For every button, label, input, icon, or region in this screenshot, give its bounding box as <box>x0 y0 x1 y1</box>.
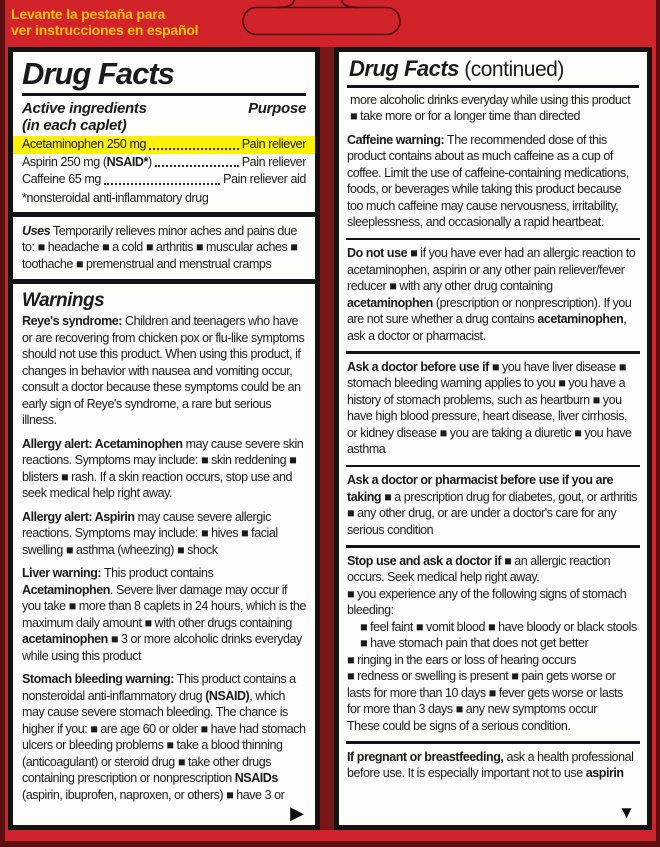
ingredient-row-aspirin <box>13 154 315 172</box>
title-main: Drug Facts <box>349 56 459 81</box>
spanish-note-line1: Levante la pestaña para <box>11 6 166 22</box>
purpose-label: Purpose <box>248 100 306 117</box>
ingredient-purpose: Pain reliever <box>241 154 306 169</box>
section-rule <box>346 545 640 548</box>
stop-use-paragraph: Stop use and ask a doctor if ■ an allergic reaction occurs. Seek medical help right away. <box>347 553 611 584</box>
stomach-bleeding-signs-list: ■ feel faint ■ vomit blood ■ have bloody or black stools ■ have stomach pain that does not get better <box>360 619 637 650</box>
package-edge-left <box>0 0 5 847</box>
pull-tab-die-cut-icon[interactable] <box>0 0 660 42</box>
nsaid-footnote: *nonsteroidal anti-inflammatory drug <box>22 190 209 205</box>
dotted-leader <box>149 148 239 150</box>
ask-doctor-paragraph: Ask a doctor before use if ■ you have liver disease ■ stomach bleeding warning applies to you ■ you have a history of stomach problems, such as heartburn ■ you have high blood pressure, heart disease, liver cirrhosis, or kidney disease ■ you are taking a diuretic ■ you have asthma <box>347 359 632 456</box>
pregnant-breastfeeding-paragraph: If pregnant or breastfeeding, ask a health professional before use. It is especially important not to use aspirin <box>347 749 634 780</box>
warning-reyes-syndrome: Reye's syndrome: Children and teenagers who have or are recovering from chicken pox or flu-like symptoms should not use this product. When using this product, if changes in behavior with nausea and vomiting occur, consult a doctor because these symptoms could be an early sign of Reye's syndrome, a rare but serious illness. <box>22 314 305 427</box>
ingredient-name: Aspirin 250 mg (NSAID*) <box>22 154 152 169</box>
drug-facts-continued-title <box>347 56 639 83</box>
ask-doctor-pharmacist-paragraph: Ask a doctor or pharmacist before use if you are taking ■ a prescription drug for diabetes, gout, or arthritis ■ any other drug, or are under a doctor's care for any serious condition <box>347 473 637 537</box>
continue-right-arrow-icon: ▶ <box>290 803 304 823</box>
warning-caffeine: Caffeine warning: The recommended dose of this product contains about as much caffeine as a cup of coffee. Limit the use of caffeine-containing medications, foods, or beverages while taking this product because too much caffeine may cause nervousness, irritability, sleeplessness, and occasionally a rapid heartbeat. <box>347 132 629 229</box>
spanish-note-line2: ver instrucciones en español <box>11 22 199 38</box>
ingredient-name: Caffeine 65 mg <box>22 172 101 186</box>
package-edge-bottom <box>0 841 660 847</box>
redness-swelling-line: ■ redness or swelling is present ■ pain gets worse or lasts for more than 10 days ■ fever gets worse or lasts for more than 3 days ■ any new symptoms occur <box>347 669 623 716</box>
stomach-bleeding-signs-intro: ■ you experience any of the following signs of stomach bleeding: <box>347 586 627 617</box>
warning-liver: Liver warning: This product contains Acetaminophen. Severe liver damage may occur if you take ■ more than 8 caplets in 24 hours, which is the maximum daily amount ■ with other drugs containing acetaminophen ■ 3 or more alcoholic drinks everyday while using this product <box>22 566 306 663</box>
section-divider <box>13 279 315 284</box>
uses-paragraph: Uses Temporarily relieves minor aches and pains due to: ■ headache ■ a cold ■ arthritis ■ muscular aches ■ toothache ■ premenstrual and menstrual cramps <box>22 223 298 271</box>
ingredient-row-caffeine <box>13 171 315 189</box>
section-divider <box>13 212 315 217</box>
section-rule <box>346 741 640 744</box>
section-rule <box>346 465 640 468</box>
ingredient-purpose: Pain reliever <box>241 137 306 151</box>
section-rule <box>346 351 640 354</box>
serious-condition-line: These could be signs of a serious condition. <box>347 718 571 733</box>
ingredient-row-acetaminophen <box>13 136 315 154</box>
warning-allergy-aspirin: Allergy alert: Aspirin may cause severe allergic reactions. Symptoms may include: ■ hives ■ facial swelling ■ asthma (wheezing) ■ shock <box>22 509 278 557</box>
dotted-leader <box>104 183 220 185</box>
continue-down-arrow-icon: ▼ <box>618 803 635 822</box>
title-rule <box>22 93 306 96</box>
ingredient-purpose: Pain reliever aid <box>223 172 306 186</box>
carryover-paragraph: more alcoholic drinks everyday while using this product ■ take more or for a longer time than directed <box>350 92 631 123</box>
do-not-use-paragraph: Do not use ■ if you have ever had an allergic reaction to acetaminophen, aspirin or any other pain reliever/fever reducer ■ with any other drug containing acetaminophen (prescription or nonprescription). If you are not sure whether a drug contains acetaminophen, ask a doctor or pharmacist. <box>347 246 636 343</box>
title-suffix: (continued) <box>458 58 564 81</box>
warnings-heading: Warnings <box>22 290 105 311</box>
ingredient-table <box>13 136 315 189</box>
ringing-ears-line: ■ ringing in the ears or loss of hearing occurs <box>347 652 576 667</box>
active-ingredients-label: Active ingredients <box>22 100 147 117</box>
active-ingredients-header <box>22 100 306 117</box>
dotted-leader <box>155 165 239 167</box>
warning-allergy-acetaminophen: Allergy alert: Acetaminophen may cause severe skin reactions. Symptoms may include: ■ skin reddening ■ blisters ■ rash. If a skin reaction occurs, stop use and seek medical help right away. <box>22 436 304 500</box>
section-rule <box>346 238 640 241</box>
package-edge-right <box>656 0 660 847</box>
drug-facts-panel <box>8 47 320 830</box>
per-caplet-label: (in each caplet) <box>22 117 127 134</box>
title-rule <box>347 85 639 88</box>
drug-facts-continued-panel <box>334 47 652 830</box>
drug-facts-title: Drug Facts <box>22 56 174 91</box>
ingredient-name: Acetaminophen 250 mg <box>22 137 147 151</box>
warning-stomach-bleeding: Stomach bleeding warning: This product contains a nonsteroidal anti-inflammatory drug (NSAID), which may cause severe stomach bleeding. The chance is higher if you: ■ are age 60 or older ■ have had stomach ulcers or bleeding problems ■ take a blood thinning (anticoagulant) or steroid drug ■ take other drugs containing prescription or nonprescription NSAIDs (aspirin, ibuprofen, naproxen, or others) ■ have 3 or <box>22 672 306 802</box>
